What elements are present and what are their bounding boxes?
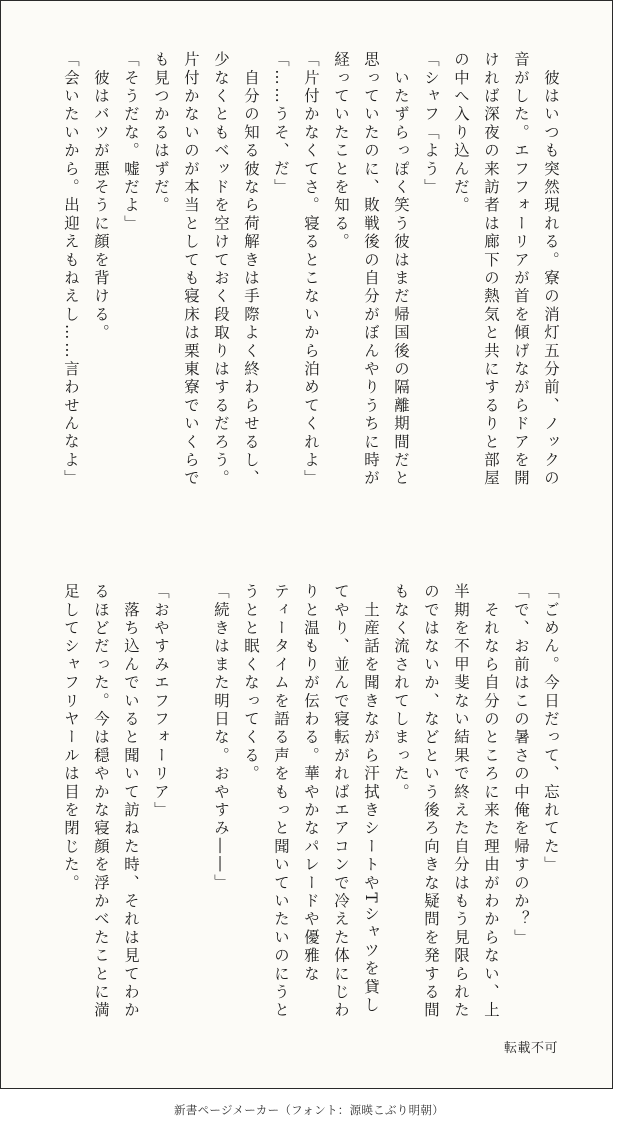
text-line: 音がした。エフフォーリアが首を傾げながらドアを開	[512, 51, 530, 488]
text-line: 少なくともベッドを空けておく段取りはするだろう。	[212, 51, 230, 488]
text-line: ティータイムを語る声をもっと聞いていたいのにうと	[272, 583, 290, 1020]
text-line: ければ深夜の来訪者は廊下の熱気と共にするりと部屋	[482, 51, 500, 488]
no-reprint-note: 転載不可	[503, 1041, 558, 1056]
text-line: うとと眠くなってくる。	[242, 583, 260, 784]
text-line: も見つかるはずだ。	[152, 51, 170, 215]
text-line: るほどだった。今は穏やかな寝顔を浮かべたことに満	[92, 583, 110, 1020]
text-line: いたずらっぽく笑う彼はまだ帰国後の隔離期間だと	[392, 51, 410, 488]
blank-line	[176, 583, 206, 1038]
text-line: りと温もりが伝わる。華やかなパレードや優雅な	[302, 583, 320, 984]
text-line: 「シャフ「よう」	[422, 51, 440, 197]
text-line: 「片付かなくてさ。寝るとこないから泊めてくれよ」	[302, 51, 320, 488]
text-line: 自分の知る彼なら荷解きは手際よく終わらせるし、	[242, 51, 260, 488]
lower-text-block	[62, 583, 566, 1038]
text-line: てやり、並んで寝転がればエアコンで冷えた体にじわ	[332, 583, 350, 1020]
text-line: 「ごめん。今日だって、忘れてた」	[542, 583, 560, 875]
text-line: のではないか、などという後ろ向きな疑問を発する間	[422, 583, 440, 1020]
text-line: 「おやすみエフフォーリア」	[152, 583, 170, 820]
text-line: 経っていたことを知る。	[332, 51, 350, 252]
text-line: 思っていたのに、敗戦後の自分がぼんやりうちに時が	[362, 51, 380, 488]
text-line: 片付かないのが本当としても寝床は栗東寮でいくらで	[182, 51, 200, 488]
text-line: 土産話を聞きながら汗拭きシートやTシャツを貸し	[362, 583, 380, 1015]
text-line: もなく流されてしまった。	[392, 583, 410, 802]
text-line: 半期を不甲斐ない結果で終えた自分はもう見限られた	[452, 583, 470, 1020]
text-line: の中へ入り込んだ。	[452, 51, 470, 215]
text-line: 彼はいつも突然現れる。寮の消灯五分前、ノックの	[542, 51, 560, 488]
text-line: それなら自分のところに来た理由がわからない、上	[482, 583, 500, 1020]
upper-text-block	[62, 51, 566, 506]
text-line: 「……うそ、だ」	[272, 51, 290, 197]
text-line: 落ち込んでいると聞いて訪ねた時、それは見てわか	[122, 583, 140, 1020]
text-line: 「で、お前はこの暑さの中俺を帰すのか？」	[512, 583, 530, 947]
text-line: 「そうだな。嘘だよ」	[122, 51, 140, 233]
generator-credit: 新書ページメーカー（フォント：源暎こぶり明朝）	[173, 1103, 445, 1117]
text-line: 「続きはまた明日な。おやすみ――」	[212, 583, 230, 893]
text-line: 足してシャフリヤールは目を閉じた。	[62, 583, 80, 893]
text-line: 「会いたいから。出迎えもねえし……言わせんなよ」	[62, 51, 80, 488]
text-line: 彼はバツが悪そうに顔を背ける。	[92, 51, 110, 343]
